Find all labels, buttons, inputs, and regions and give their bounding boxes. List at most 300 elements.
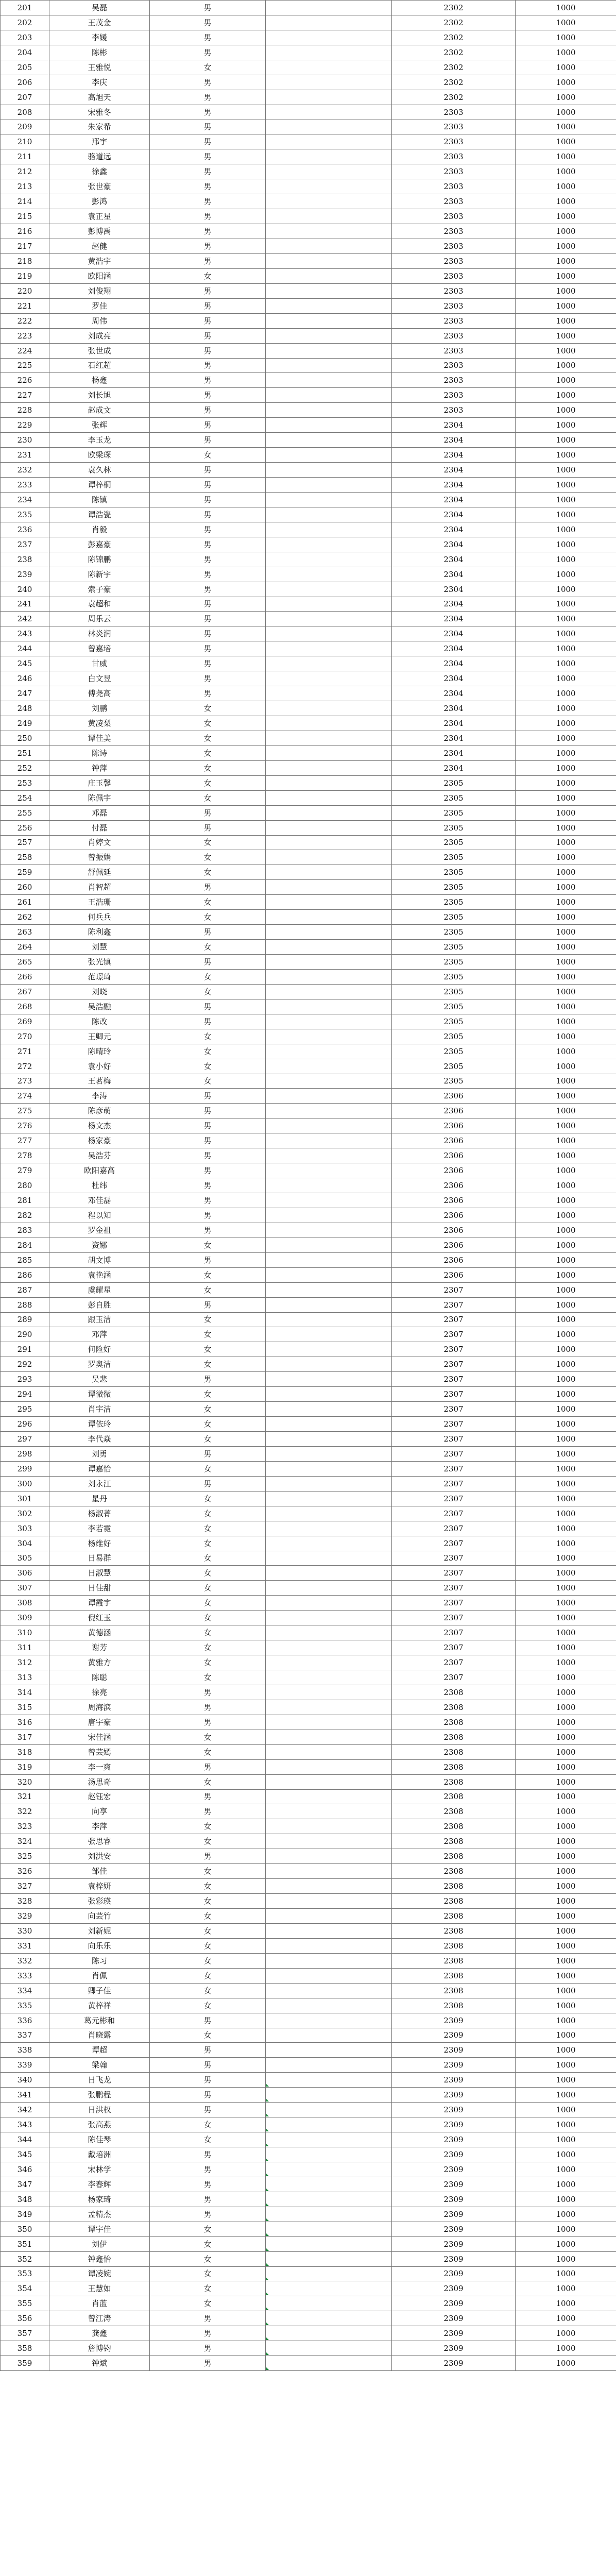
row-number-cell[interactable]: 254 bbox=[1, 790, 49, 805]
row-number-cell[interactable]: 291 bbox=[1, 1342, 49, 1357]
name-cell[interactable]: 林炎润 bbox=[49, 626, 150, 641]
amount-cell[interactable]: 1000 bbox=[516, 1327, 616, 1342]
row-number-cell[interactable]: 277 bbox=[1, 1133, 49, 1148]
class-cell[interactable]: 2303 bbox=[392, 328, 516, 343]
class-cell[interactable]: 2306 bbox=[392, 1178, 516, 1193]
amount-cell[interactable]: 1000 bbox=[516, 1342, 616, 1357]
gender-cell[interactable]: 男 bbox=[150, 925, 266, 940]
amount-cell[interactable]: 1000 bbox=[516, 1252, 616, 1267]
gender-cell[interactable]: 女 bbox=[150, 1953, 266, 1968]
amount-cell[interactable]: 1000 bbox=[516, 1402, 616, 1417]
gender-cell[interactable]: 女 bbox=[150, 895, 266, 910]
amount-cell[interactable]: 1000 bbox=[516, 1953, 616, 1968]
class-cell[interactable]: 2309 bbox=[392, 2296, 516, 2311]
flag-cell[interactable] bbox=[266, 1417, 392, 1432]
class-cell[interactable]: 2309 bbox=[392, 2266, 516, 2281]
gender-cell[interactable]: 男 bbox=[150, 656, 266, 671]
amount-cell[interactable]: 1000 bbox=[516, 626, 616, 641]
gender-cell[interactable]: 女 bbox=[150, 1998, 266, 2013]
gender-cell[interactable]: 男 bbox=[150, 194, 266, 209]
flag-cell[interactable] bbox=[266, 1163, 392, 1178]
class-cell[interactable]: 2309 bbox=[392, 2281, 516, 2296]
name-cell[interactable]: 邢宇 bbox=[49, 134, 150, 149]
amount-cell[interactable]: 1000 bbox=[516, 2281, 616, 2296]
amount-cell[interactable]: 1000 bbox=[516, 1312, 616, 1327]
flag-cell[interactable] bbox=[266, 1894, 392, 1909]
class-cell[interactable]: 2309 bbox=[392, 2028, 516, 2043]
gender-cell[interactable]: 男 bbox=[150, 641, 266, 656]
amount-cell[interactable]: 1000 bbox=[516, 1700, 616, 1715]
class-cell[interactable]: 2304 bbox=[392, 448, 516, 463]
gender-cell[interactable]: 男 bbox=[150, 626, 266, 641]
name-cell[interactable]: 谭浩瓷 bbox=[49, 507, 150, 522]
class-cell[interactable]: 2306 bbox=[392, 1148, 516, 1163]
row-number-cell[interactable]: 203 bbox=[1, 30, 49, 45]
name-cell[interactable]: 谭依玲 bbox=[49, 1417, 150, 1432]
flag-cell[interactable] bbox=[266, 1312, 392, 1327]
row-number-cell[interactable]: 336 bbox=[1, 2013, 49, 2028]
name-cell[interactable]: 杨家琦 bbox=[49, 2192, 150, 2207]
class-cell[interactable]: 2304 bbox=[392, 671, 516, 686]
gender-cell[interactable]: 女 bbox=[150, 1044, 266, 1059]
class-cell[interactable]: 2309 bbox=[392, 2222, 516, 2236]
gender-cell[interactable]: 女 bbox=[150, 1238, 266, 1252]
amount-cell[interactable]: 1000 bbox=[516, 194, 616, 209]
class-cell[interactable]: 2309 bbox=[392, 2103, 516, 2117]
row-number-cell[interactable]: 202 bbox=[1, 15, 49, 30]
class-cell[interactable]: 2308 bbox=[392, 1953, 516, 1968]
class-cell[interactable]: 2307 bbox=[392, 1640, 516, 1655]
gender-cell[interactable]: 男 bbox=[150, 478, 266, 493]
name-cell[interactable]: 彭自胜 bbox=[49, 1297, 150, 1312]
row-number-cell[interactable]: 249 bbox=[1, 716, 49, 731]
name-cell[interactable]: 李玉龙 bbox=[49, 433, 150, 448]
flag-cell[interactable] bbox=[266, 2341, 392, 2356]
row-number-cell[interactable]: 294 bbox=[1, 1387, 49, 1402]
flag-cell[interactable] bbox=[266, 969, 392, 984]
amount-cell[interactable]: 1000 bbox=[516, 149, 616, 164]
class-cell[interactable]: 2309 bbox=[392, 2088, 516, 2103]
class-cell[interactable]: 2303 bbox=[392, 194, 516, 209]
flag-cell[interactable] bbox=[266, 224, 392, 239]
amount-cell[interactable]: 1000 bbox=[516, 1029, 616, 1044]
gender-cell[interactable]: 男 bbox=[150, 313, 266, 328]
row-number-cell[interactable]: 259 bbox=[1, 865, 49, 880]
gender-cell[interactable]: 男 bbox=[150, 2013, 266, 2028]
row-number-cell[interactable]: 267 bbox=[1, 984, 49, 999]
gender-cell[interactable]: 男 bbox=[150, 164, 266, 179]
flag-cell[interactable] bbox=[266, 1655, 392, 1670]
row-number-cell[interactable]: 349 bbox=[1, 2207, 49, 2222]
gender-cell[interactable]: 女 bbox=[150, 850, 266, 865]
row-number-cell[interactable]: 334 bbox=[1, 1983, 49, 1998]
gender-cell[interactable]: 男 bbox=[150, 2311, 266, 2326]
row-number-cell[interactable]: 251 bbox=[1, 745, 49, 760]
amount-cell[interactable]: 1000 bbox=[516, 134, 616, 149]
gender-cell[interactable]: 女 bbox=[150, 1625, 266, 1640]
amount-cell[interactable]: 1000 bbox=[516, 1357, 616, 1372]
class-cell[interactable]: 2303 bbox=[392, 209, 516, 224]
class-cell[interactable]: 2305 bbox=[392, 910, 516, 925]
amount-cell[interactable]: 1000 bbox=[516, 1983, 616, 1998]
class-cell[interactable]: 2305 bbox=[392, 1074, 516, 1089]
gender-cell[interactable]: 男 bbox=[150, 2103, 266, 2117]
class-cell[interactable]: 2306 bbox=[392, 1104, 516, 1118]
gender-cell[interactable]: 女 bbox=[150, 1596, 266, 1611]
name-cell[interactable]: 陈诗 bbox=[49, 745, 150, 760]
row-number-cell[interactable]: 235 bbox=[1, 507, 49, 522]
amount-cell[interactable]: 1000 bbox=[516, 2326, 616, 2341]
flag-cell[interactable] bbox=[266, 1044, 392, 1059]
amount-cell[interactable]: 1000 bbox=[516, 2117, 616, 2132]
class-cell[interactable]: 2308 bbox=[392, 1715, 516, 1730]
gender-cell[interactable]: 男 bbox=[150, 552, 266, 567]
name-cell[interactable]: 谭宇佳 bbox=[49, 2222, 150, 2236]
name-cell[interactable]: 欧阳嘉高 bbox=[49, 1163, 150, 1178]
class-cell[interactable]: 2309 bbox=[392, 2073, 516, 2088]
row-number-cell[interactable]: 208 bbox=[1, 105, 49, 120]
gender-cell[interactable]: 男 bbox=[150, 2207, 266, 2222]
flag-cell[interactable] bbox=[266, 283, 392, 298]
flag-cell[interactable] bbox=[266, 820, 392, 835]
name-cell[interactable]: 胡文博 bbox=[49, 1252, 150, 1267]
amount-cell[interactable]: 1000 bbox=[516, 2132, 616, 2147]
row-number-cell[interactable]: 297 bbox=[1, 1432, 49, 1447]
class-cell[interactable]: 2307 bbox=[392, 1312, 516, 1327]
gender-cell[interactable]: 男 bbox=[150, 1804, 266, 1819]
amount-cell[interactable]: 1000 bbox=[516, 403, 616, 418]
amount-cell[interactable]: 1000 bbox=[516, 1744, 616, 1759]
class-cell[interactable]: 2305 bbox=[392, 820, 516, 835]
class-cell[interactable]: 2308 bbox=[392, 1864, 516, 1879]
class-cell[interactable]: 2307 bbox=[392, 1297, 516, 1312]
name-cell[interactable]: 傅尧高 bbox=[49, 686, 150, 701]
flag-cell[interactable] bbox=[266, 1059, 392, 1074]
class-cell[interactable]: 2303 bbox=[392, 283, 516, 298]
amount-cell[interactable]: 1000 bbox=[516, 760, 616, 775]
class-cell[interactable]: 2304 bbox=[392, 537, 516, 552]
flag-cell[interactable] bbox=[266, 895, 392, 910]
class-cell[interactable]: 2308 bbox=[392, 1774, 516, 1789]
amount-cell[interactable]: 1000 bbox=[516, 30, 616, 45]
row-number-cell[interactable]: 333 bbox=[1, 1968, 49, 1983]
row-number-cell[interactable]: 299 bbox=[1, 1461, 49, 1476]
amount-cell[interactable]: 1000 bbox=[516, 2222, 616, 2236]
row-number-cell[interactable]: 263 bbox=[1, 925, 49, 940]
row-number-cell[interactable]: 246 bbox=[1, 671, 49, 686]
flag-cell[interactable] bbox=[266, 433, 392, 448]
name-cell[interactable]: 向芸竹 bbox=[49, 1909, 150, 1924]
name-cell[interactable]: 刘新妮 bbox=[49, 1923, 150, 1938]
class-cell[interactable]: 2308 bbox=[392, 1968, 516, 1983]
class-cell[interactable]: 2302 bbox=[392, 30, 516, 45]
flag-cell[interactable] bbox=[266, 1804, 392, 1819]
class-cell[interactable]: 2308 bbox=[392, 1983, 516, 1998]
gender-cell[interactable]: 女 bbox=[150, 1074, 266, 1089]
flag-cell[interactable] bbox=[266, 671, 392, 686]
flag-cell[interactable] bbox=[266, 1104, 392, 1118]
gender-cell[interactable]: 男 bbox=[150, 1014, 266, 1029]
gender-cell[interactable]: 女 bbox=[150, 910, 266, 925]
flag-cell[interactable] bbox=[266, 522, 392, 537]
name-cell[interactable]: 钟鑫怡 bbox=[49, 2251, 150, 2266]
flag-cell[interactable] bbox=[266, 2103, 392, 2117]
gender-cell[interactable]: 女 bbox=[150, 1551, 266, 1566]
gender-cell[interactable]: 男 bbox=[150, 224, 266, 239]
row-number-cell[interactable]: 332 bbox=[1, 1953, 49, 1968]
gender-cell[interactable]: 男 bbox=[150, 403, 266, 418]
name-cell[interactable]: 王慧如 bbox=[49, 2281, 150, 2296]
flag-cell[interactable] bbox=[266, 880, 392, 895]
amount-cell[interactable]: 1000 bbox=[516, 1491, 616, 1506]
name-cell[interactable]: 彭嘉豪 bbox=[49, 537, 150, 552]
gender-cell[interactable]: 女 bbox=[150, 2236, 266, 2251]
class-cell[interactable]: 2306 bbox=[392, 1252, 516, 1267]
gender-cell[interactable]: 男 bbox=[150, 418, 266, 433]
row-number-cell[interactable]: 325 bbox=[1, 1849, 49, 1864]
name-cell[interactable]: 向乐乐 bbox=[49, 1938, 150, 1953]
gender-cell[interactable]: 男 bbox=[150, 2088, 266, 2103]
class-cell[interactable]: 2308 bbox=[392, 1700, 516, 1715]
class-cell[interactable]: 2305 bbox=[392, 999, 516, 1014]
gender-cell[interactable]: 男 bbox=[150, 880, 266, 895]
class-cell[interactable]: 2304 bbox=[392, 433, 516, 448]
name-cell[interactable]: 刘晓 bbox=[49, 984, 150, 999]
row-number-cell[interactable]: 211 bbox=[1, 149, 49, 164]
flag-cell[interactable] bbox=[266, 2147, 392, 2162]
class-cell[interactable]: 2306 bbox=[392, 1133, 516, 1148]
name-cell[interactable]: 日易群 bbox=[49, 1551, 150, 1566]
row-number-cell[interactable]: 329 bbox=[1, 1909, 49, 1924]
name-cell[interactable]: 日淑慧 bbox=[49, 1566, 150, 1581]
row-number-cell[interactable]: 271 bbox=[1, 1044, 49, 1059]
gender-cell[interactable]: 女 bbox=[150, 1267, 266, 1282]
row-number-cell[interactable]: 335 bbox=[1, 1998, 49, 2013]
gender-cell[interactable]: 男 bbox=[150, 1446, 266, 1461]
row-number-cell[interactable]: 292 bbox=[1, 1357, 49, 1372]
gender-cell[interactable]: 男 bbox=[150, 433, 266, 448]
amount-cell[interactable]: 1000 bbox=[516, 179, 616, 194]
flag-cell[interactable] bbox=[266, 1372, 392, 1387]
gender-cell[interactable]: 男 bbox=[150, 805, 266, 820]
name-cell[interactable]: 刘俊翔 bbox=[49, 283, 150, 298]
name-cell[interactable]: 曾江涛 bbox=[49, 2311, 150, 2326]
amount-cell[interactable]: 1000 bbox=[516, 999, 616, 1014]
flag-cell[interactable] bbox=[266, 2222, 392, 2236]
name-cell[interactable]: 黄浩宇 bbox=[49, 253, 150, 268]
class-cell[interactable]: 2308 bbox=[392, 1744, 516, 1759]
row-number-cell[interactable]: 289 bbox=[1, 1312, 49, 1327]
row-number-cell[interactable]: 258 bbox=[1, 850, 49, 865]
row-number-cell[interactable]: 312 bbox=[1, 1655, 49, 1670]
amount-cell[interactable]: 1000 bbox=[516, 15, 616, 30]
row-number-cell[interactable]: 355 bbox=[1, 2296, 49, 2311]
gender-cell[interactable]: 男 bbox=[150, 1789, 266, 1804]
row-number-cell[interactable]: 324 bbox=[1, 1834, 49, 1849]
amount-cell[interactable]: 1000 bbox=[516, 2311, 616, 2326]
amount-cell[interactable]: 1000 bbox=[516, 2073, 616, 2088]
flag-cell[interactable] bbox=[266, 2073, 392, 2088]
amount-cell[interactable]: 1000 bbox=[516, 820, 616, 835]
name-cell[interactable]: 袁超和 bbox=[49, 597, 150, 612]
class-cell[interactable]: 2304 bbox=[392, 731, 516, 745]
amount-cell[interactable]: 1000 bbox=[516, 418, 616, 433]
amount-cell[interactable]: 1000 bbox=[516, 1864, 616, 1879]
name-cell[interactable]: 张世豪 bbox=[49, 179, 150, 194]
name-cell[interactable]: 杨家豪 bbox=[49, 1133, 150, 1148]
row-number-cell[interactable]: 260 bbox=[1, 880, 49, 895]
class-cell[interactable]: 2306 bbox=[392, 1118, 516, 1133]
flag-cell[interactable] bbox=[266, 716, 392, 731]
row-number-cell[interactable]: 285 bbox=[1, 1252, 49, 1267]
flag-cell[interactable] bbox=[266, 1118, 392, 1133]
name-cell[interactable]: 刘洪安 bbox=[49, 1849, 150, 1864]
flag-cell[interactable] bbox=[266, 1611, 392, 1625]
class-cell[interactable]: 2309 bbox=[392, 2192, 516, 2207]
class-cell[interactable]: 2303 bbox=[392, 134, 516, 149]
gender-cell[interactable]: 男 bbox=[150, 1849, 266, 1864]
row-number-cell[interactable]: 243 bbox=[1, 626, 49, 641]
gender-cell[interactable]: 女 bbox=[150, 790, 266, 805]
name-cell[interactable]: 谭嘉怡 bbox=[49, 1461, 150, 1476]
class-cell[interactable]: 2307 bbox=[392, 1581, 516, 1596]
amount-cell[interactable]: 1000 bbox=[516, 790, 616, 805]
name-cell[interactable]: 庄玉馨 bbox=[49, 775, 150, 790]
amount-cell[interactable]: 1000 bbox=[516, 1536, 616, 1551]
flag-cell[interactable] bbox=[266, 1297, 392, 1312]
row-number-cell[interactable]: 309 bbox=[1, 1611, 49, 1625]
class-cell[interactable]: 2304 bbox=[392, 567, 516, 582]
class-cell[interactable]: 2305 bbox=[392, 1014, 516, 1029]
flag-cell[interactable] bbox=[266, 2236, 392, 2251]
class-cell[interactable]: 2307 bbox=[392, 1327, 516, 1342]
class-cell[interactable]: 2309 bbox=[392, 2043, 516, 2058]
amount-cell[interactable]: 1000 bbox=[516, 2251, 616, 2266]
class-cell[interactable]: 2309 bbox=[392, 2147, 516, 2162]
name-cell[interactable]: 索子豪 bbox=[49, 582, 150, 597]
class-cell[interactable]: 2305 bbox=[392, 835, 516, 850]
row-number-cell[interactable]: 353 bbox=[1, 2266, 49, 2281]
gender-cell[interactable]: 女 bbox=[150, 1491, 266, 1506]
name-cell[interactable]: 刘鹏 bbox=[49, 701, 150, 716]
gender-cell[interactable]: 女 bbox=[150, 1938, 266, 1953]
gender-cell[interactable]: 女 bbox=[150, 1909, 266, 1924]
class-cell[interactable]: 2303 bbox=[392, 298, 516, 313]
row-number-cell[interactable]: 279 bbox=[1, 1163, 49, 1178]
name-cell[interactable]: 邓萍 bbox=[49, 1327, 150, 1342]
gender-cell[interactable]: 男 bbox=[150, 1252, 266, 1267]
amount-cell[interactable]: 1000 bbox=[516, 1133, 616, 1148]
name-cell[interactable]: 谭凌婉 bbox=[49, 2266, 150, 2281]
gender-cell[interactable]: 男 bbox=[150, 2162, 266, 2177]
name-cell[interactable]: 刘勇 bbox=[49, 1446, 150, 1461]
class-cell[interactable]: 2308 bbox=[392, 1685, 516, 1700]
class-cell[interactable]: 2302 bbox=[392, 1, 516, 15]
row-number-cell[interactable]: 234 bbox=[1, 492, 49, 507]
row-number-cell[interactable]: 340 bbox=[1, 2073, 49, 2088]
amount-cell[interactable]: 1000 bbox=[516, 2162, 616, 2177]
row-number-cell[interactable]: 318 bbox=[1, 1744, 49, 1759]
amount-cell[interactable]: 1000 bbox=[516, 745, 616, 760]
row-number-cell[interactable]: 245 bbox=[1, 656, 49, 671]
row-number-cell[interactable]: 296 bbox=[1, 1417, 49, 1432]
row-number-cell[interactable]: 317 bbox=[1, 1730, 49, 1744]
flag-cell[interactable] bbox=[266, 701, 392, 716]
flag-cell[interactable] bbox=[266, 1089, 392, 1104]
name-cell[interactable]: 李代焱 bbox=[49, 1432, 150, 1447]
amount-cell[interactable]: 1000 bbox=[516, 2207, 616, 2222]
flag-cell[interactable] bbox=[266, 313, 392, 328]
row-number-cell[interactable]: 232 bbox=[1, 463, 49, 478]
amount-cell[interactable]: 1000 bbox=[516, 388, 616, 403]
flag-cell[interactable] bbox=[266, 105, 392, 120]
gender-cell[interactable]: 女 bbox=[150, 1581, 266, 1596]
gender-cell[interactable]: 女 bbox=[150, 1402, 266, 1417]
flag-cell[interactable] bbox=[266, 656, 392, 671]
amount-cell[interactable]: 1000 bbox=[516, 1894, 616, 1909]
row-number-cell[interactable]: 348 bbox=[1, 2192, 49, 2207]
gender-cell[interactable]: 女 bbox=[150, 969, 266, 984]
class-cell[interactable]: 2304 bbox=[392, 582, 516, 597]
row-number-cell[interactable]: 233 bbox=[1, 478, 49, 493]
flag-cell[interactable] bbox=[266, 1819, 392, 1834]
name-cell[interactable]: 罗佳 bbox=[49, 298, 150, 313]
amount-cell[interactable]: 1000 bbox=[516, 1074, 616, 1089]
row-number-cell[interactable]: 352 bbox=[1, 2251, 49, 2266]
gender-cell[interactable]: 女 bbox=[150, 2222, 266, 2236]
class-cell[interactable]: 2306 bbox=[392, 1089, 516, 1104]
flag-cell[interactable] bbox=[266, 403, 392, 418]
row-number-cell[interactable]: 308 bbox=[1, 1596, 49, 1611]
flag-cell[interactable] bbox=[266, 1983, 392, 1998]
gender-cell[interactable]: 男 bbox=[150, 1700, 266, 1715]
name-cell[interactable]: 张思睿 bbox=[49, 1834, 150, 1849]
flag-cell[interactable] bbox=[266, 1700, 392, 1715]
class-cell[interactable]: 2309 bbox=[392, 2326, 516, 2341]
row-number-cell[interactable]: 300 bbox=[1, 1476, 49, 1491]
row-number-cell[interactable]: 280 bbox=[1, 1178, 49, 1193]
gender-cell[interactable]: 男 bbox=[150, 2192, 266, 2207]
row-number-cell[interactable]: 330 bbox=[1, 1923, 49, 1938]
flag-cell[interactable] bbox=[266, 626, 392, 641]
name-cell[interactable]: 李涛 bbox=[49, 1089, 150, 1104]
row-number-cell[interactable]: 231 bbox=[1, 448, 49, 463]
amount-cell[interactable]: 1000 bbox=[516, 283, 616, 298]
amount-cell[interactable]: 1000 bbox=[516, 969, 616, 984]
gender-cell[interactable]: 男 bbox=[150, 90, 266, 105]
class-cell[interactable]: 2304 bbox=[392, 597, 516, 612]
gender-cell[interactable]: 女 bbox=[150, 984, 266, 999]
row-number-cell[interactable]: 351 bbox=[1, 2236, 49, 2251]
row-number-cell[interactable]: 230 bbox=[1, 433, 49, 448]
row-number-cell[interactable]: 265 bbox=[1, 955, 49, 970]
amount-cell[interactable]: 1000 bbox=[516, 343, 616, 358]
gender-cell[interactable]: 女 bbox=[150, 701, 266, 716]
gender-cell[interactable]: 男 bbox=[150, 2058, 266, 2073]
flag-cell[interactable] bbox=[266, 686, 392, 701]
name-cell[interactable]: 宋雅冬 bbox=[49, 105, 150, 120]
gender-cell[interactable]: 女 bbox=[150, 731, 266, 745]
gender-cell[interactable]: 男 bbox=[150, 2326, 266, 2341]
row-number-cell[interactable]: 303 bbox=[1, 1521, 49, 1536]
class-cell[interactable]: 2307 bbox=[392, 1432, 516, 1447]
gender-cell[interactable]: 男 bbox=[150, 955, 266, 970]
row-number-cell[interactable]: 223 bbox=[1, 328, 49, 343]
flag-cell[interactable] bbox=[266, 567, 392, 582]
class-cell[interactable]: 2309 bbox=[392, 2177, 516, 2192]
row-number-cell[interactable]: 343 bbox=[1, 2117, 49, 2132]
class-cell[interactable]: 2304 bbox=[392, 626, 516, 641]
